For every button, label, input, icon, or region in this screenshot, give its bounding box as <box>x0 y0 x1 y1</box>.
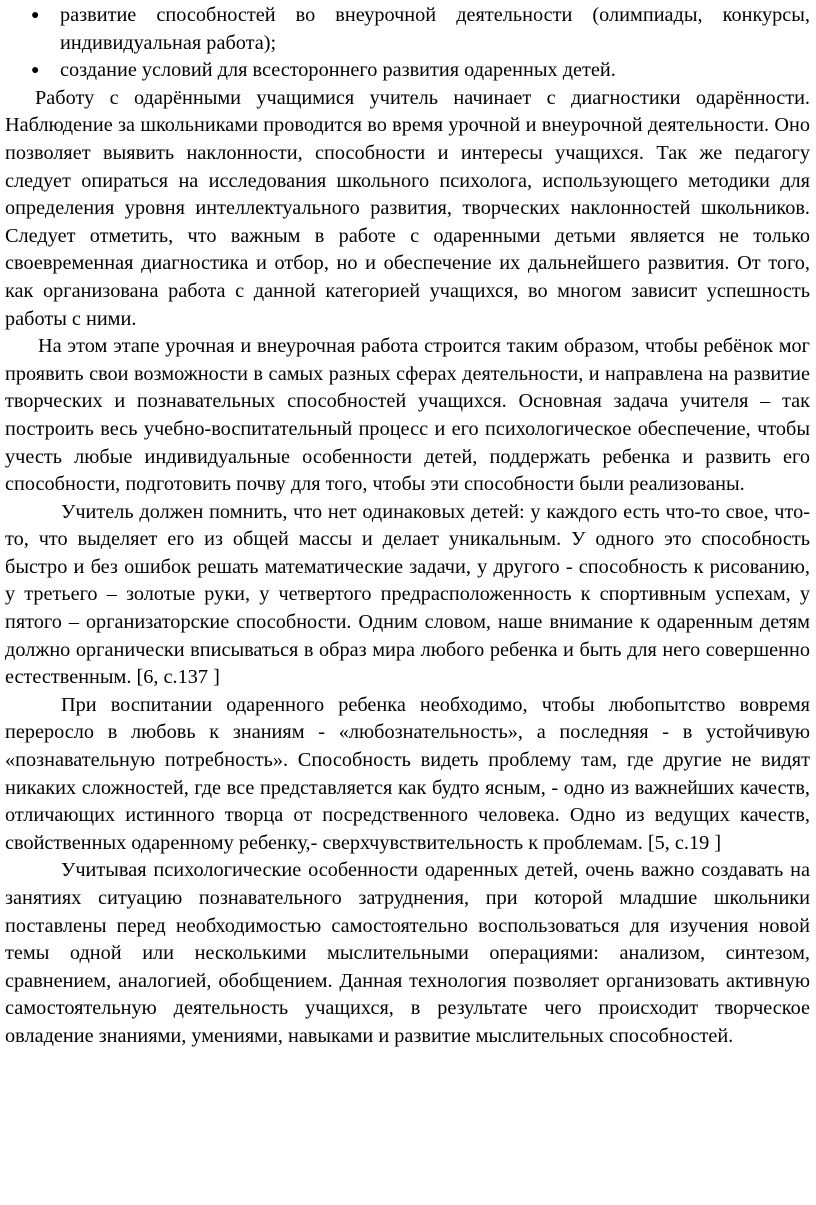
paragraph-diagnostics: Работу с одарёнными учащимися учитель начинает с диагностики одарённости. Наблюдение за школьниками проводится во время урочной и внеурочной деятельности. Оно позволяет выявить наклонности, способности и интересы учащихся. Так же педагогу следует опираться на исследования школьного психолога, использующего методики для определения уровня интеллектуального развития, творческих наклонностей школьников. Следует отметить, что важным в работе с одаренными детьми является не только своевременная диагностика и отбор, но и обеспечение их дальнейшего развития. От того, как организована работа с данной категорией учащихся, во многом зависит успешность работы с ними. <box>5 86 810 330</box>
paragraph-lesson-work: На этом этапе урочная и внеурочная работа строится таким образом, чтобы ребёнок мог проявить свои возможности в самых разных сферах деятельности, и направлена на развитие творческих и познавательных способностей учащихся. Основная задача учителя – так построить весь учебно-воспитательный процесс и его психологическое обеспечение, чтобы учесть любые индивидуальные особенности детей, поддержать ребенка и развить его способности, подготовить почву для того, чтобы эти способности были реализованы. <box>5 335 810 496</box>
bullet-list <box>5 2 810 85</box>
bullet-icon: ● <box>31 63 40 79</box>
paragraph-psychological-features: Учитывая психологические особенности одаренных детей, очень важно создавать на занятиях ситуацию познавательного затруднения, при которой младшие школьники поставлены перед необходимостью самостоятельно воспользоваться для изучения новой темы одной или несколькими мыслительными операциями: анализом, синтезом, сравнением, аналогией, обобщением. Данная технология позволяет организовать активную самостоятельную деятельность учащихся, в результате чего происходит творческое овладение знаниями, умениями, навыками и развитие мыслительных способностей. <box>5 859 810 1047</box>
paragraph-teacher-remember: Учитель должен помнить, что нет одинаковых детей: у каждого есть что-то свое, что-то, что выделяет его из общей массы и делает уникальным. У одного это способность быстро и без ошибок решать математические задачи, у другого - способность к рисованию, у третьего – золотые руки, у четвертого предрасположенность к спортивным успехам, у пятого – организаторские способности. Одним словом, наше внимание к одаренным детям должно органически вписываться в образ мира любого ребенка и быть для него совершенно естественным. [6, с.137 ] <box>5 500 810 689</box>
bullet-text: развитие способностей во внеурочной деятельности (олимпиады, конкурсы, индивидуальная работа); <box>60 4 810 54</box>
bullet-icon: ● <box>31 8 40 23</box>
bullet-text: создание условий для всестороннего развития одаренных детей. <box>60 59 616 82</box>
paragraph-curiosity: При воспитании одаренного ребенка необходимо, чтобы любопытство вовремя переросло в любовь к знаниям - «любознательность», а последняя - в устойчивую «познавательную потребность». Способность видеть проблему там, где другие не видят никаких сложностей, где все представляется как будто ясным, - одно из важнейших качеств, отличающих истинного творца от посредственного человека. Одно из ведущих качеств, свойственных одаренному ребенку,- сверхчувствительность к проблемам. [5, с.19 ] <box>5 693 810 854</box>
bullet-item <box>5 57 810 85</box>
bullet-item <box>5 2 810 57</box>
